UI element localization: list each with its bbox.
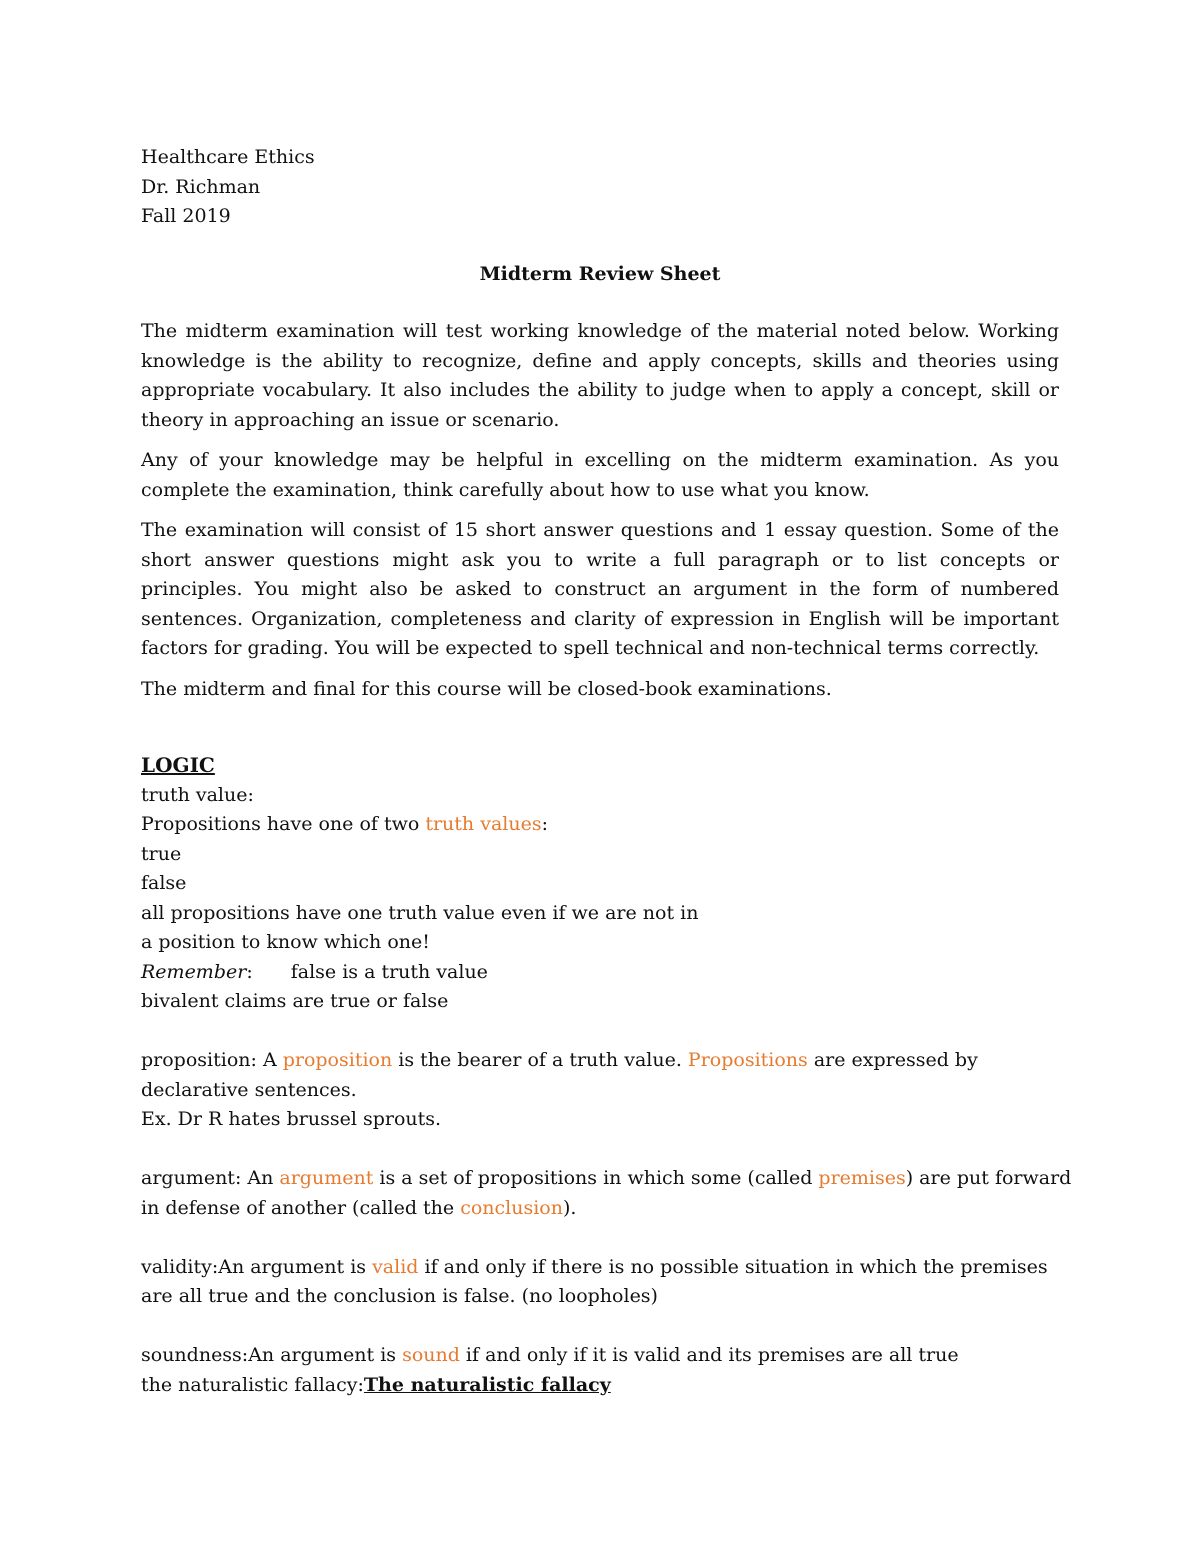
text-run: if and only if it is valid and its premises are all true [459, 1344, 959, 1366]
header-block [141, 143, 1059, 232]
naturalistic-fallacy-line [141, 1371, 1059, 1401]
text-run: are expressed by [807, 1049, 978, 1071]
document-body [141, 143, 1072, 1400]
truth-value-note-1: all propositions have one truth value even if we are not in [141, 901, 699, 924]
truth-value-block [141, 781, 1059, 1017]
intro-paragraph-4: The midterm and final for this course will be closed-book examinations. [141, 677, 832, 700]
text-run: Propositions have one of two [141, 813, 426, 835]
highlight-propositions: Propositions [687, 1049, 808, 1071]
validity-definition-cont: are all true and the conclusion is false. (no loopholes) [141, 1285, 658, 1307]
truth-value-line [141, 810, 1059, 840]
proposition-definition-cont: declarative sentences. [141, 1078, 357, 1101]
soundness-block [141, 1341, 1059, 1400]
page-title: Midterm Review Sheet [479, 262, 721, 285]
text-run: is a set of propositions in which some (called [373, 1167, 819, 1189]
term: Fall 2019 [141, 205, 231, 227]
argument-block [141, 1164, 1072, 1223]
text-run: ). [562, 1196, 577, 1219]
text-run: in defense of another (called the [141, 1196, 461, 1219]
text-run: if and only if there is no possible situation in which the premises [418, 1255, 1048, 1278]
argument-definition [141, 1164, 1072, 1194]
intro-paragraph-1: The midterm examination will test working knowledge of the material noted below. Working knowledge is the ability to recognize, define and apply concepts, skills and theories using appropriate vocabulary. It also includes the ability to judge when to apply a concept, skill or theory in approaching an issue or scenario. [141, 320, 1059, 431]
highlight-conclusion: conclusion [460, 1196, 563, 1219]
highlight-sound: sound [402, 1344, 460, 1366]
truth-value-false: false [141, 872, 187, 894]
remember-line [141, 958, 1059, 988]
naturalistic-fallacy-heading: The naturalistic fallacy [363, 1373, 611, 1396]
validity-definition [141, 1253, 1059, 1283]
truth-value-note-2: a position to know which one! [141, 931, 430, 953]
text-run: : [246, 960, 253, 983]
instructor-name: Dr. Richman [141, 175, 261, 198]
remember-label: Remember [141, 960, 247, 983]
text-run: ) are put forward [905, 1167, 1072, 1189]
spacer [141, 1312, 1059, 1342]
text-run: validity:An argument is [141, 1255, 373, 1278]
intro-paragraph-3: The examination will consist of 15 short answer questions and 1 essay question. Some of the short answer questions might ask you to write a full paragraph or to list concepts or principles. You might also be asked to construct an argument in the form of numbered sentences. Organization, completeness and clarity of expression in English will be important factors for grading. You will be expected to spell technical and non-technical terms correctly. [141, 519, 1059, 659]
truth-value-term: truth value: [141, 783, 254, 806]
text-run: proposition: A [141, 1049, 283, 1071]
spacer [141, 1017, 1059, 1047]
validity-block [141, 1253, 1059, 1312]
text-run: the naturalistic fallacy: [141, 1373, 364, 1396]
course-name: Healthcare Ethics [141, 146, 315, 168]
highlight-proposition: proposition [282, 1049, 393, 1071]
spacer [141, 1223, 1059, 1253]
highlight-truth-values: truth values [425, 813, 542, 835]
spacer [141, 1135, 1059, 1165]
proposition-example: Ex. Dr R hates brussel sprouts. [141, 1108, 442, 1130]
section-heading-logic: LOGIC [141, 753, 215, 777]
highlight-valid: valid [372, 1255, 419, 1278]
soundness-definition [141, 1341, 1059, 1371]
highlight-premises: premises [818, 1167, 906, 1189]
text-run: false is a truth value [290, 960, 488, 983]
proposition-block [141, 1046, 1059, 1135]
text-run: is the bearer of a truth value. [392, 1049, 688, 1071]
truth-value-true: true [141, 842, 182, 865]
highlight-argument: argument [279, 1167, 374, 1189]
bivalent-line: bivalent claims are true or false [141, 990, 449, 1012]
text-run: : [541, 813, 548, 835]
intro-paragraph-2: Any of your knowledge may be helpful in excelling on the midterm examination. As you complete the examination, think carefully about how to use what you know. [141, 449, 1059, 501]
text-run: soundness:An argument is [141, 1344, 403, 1366]
argument-definition-cont [141, 1194, 1059, 1224]
text-run: argument: An [141, 1167, 280, 1189]
proposition-definition [141, 1046, 1059, 1076]
